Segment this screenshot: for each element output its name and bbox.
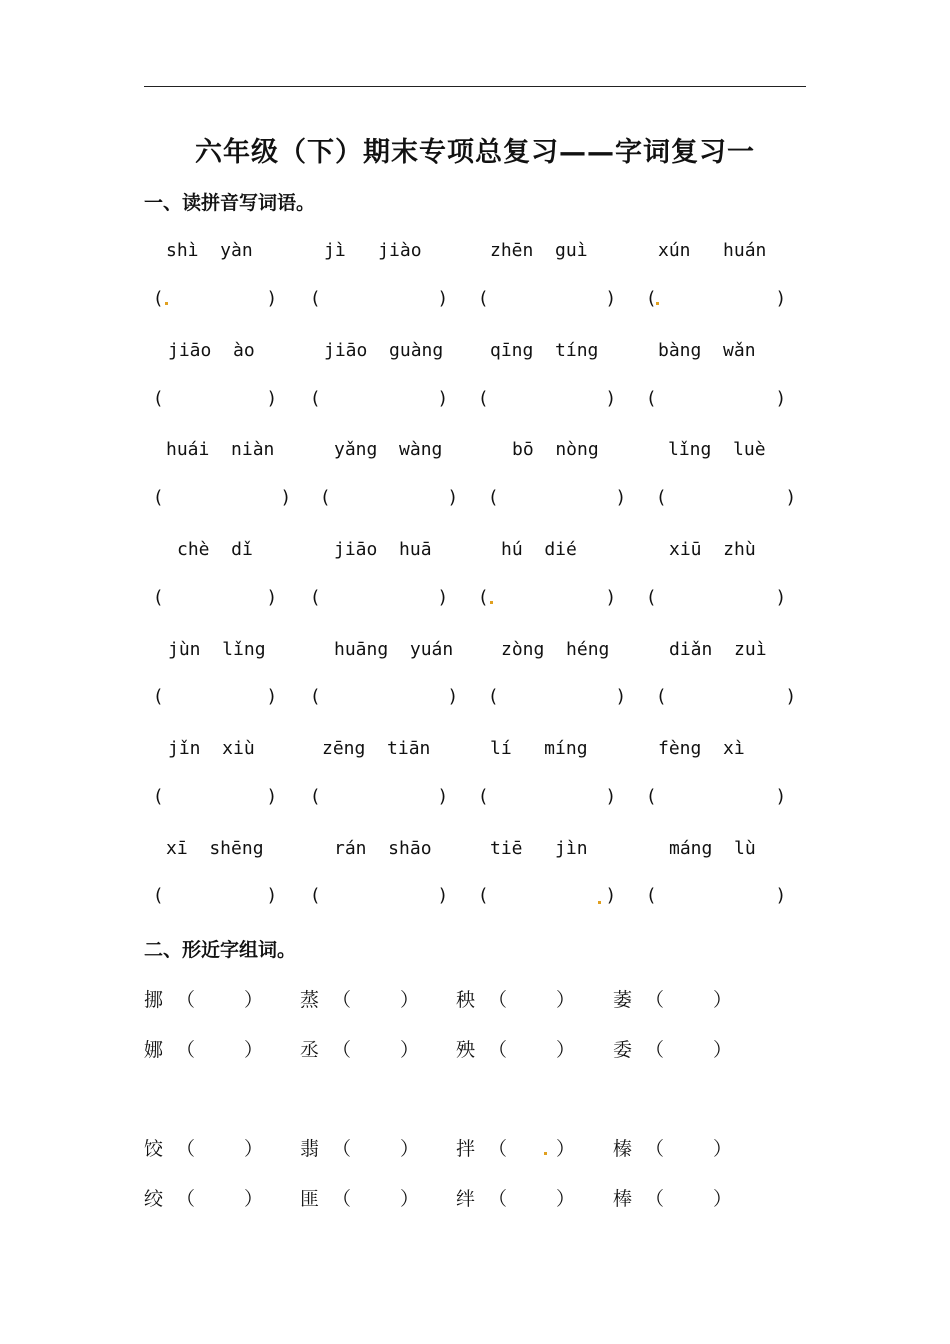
answer-blank: [155, 885, 275, 913]
close-paren: ): [606, 388, 614, 409]
close-paren: ）: [244, 1188, 264, 1210]
answer-field[interactable]: [350, 989, 394, 1011]
pinyin-word: qīng tíng: [490, 340, 599, 361]
answer-field[interactable]: [169, 392, 261, 412]
open-paren: (: [490, 487, 498, 508]
pinyin-word: zēng tiān: [322, 738, 431, 759]
answer-field[interactable]: [506, 1188, 550, 1210]
close-paren: ）: [556, 1138, 576, 1160]
pinyin-word: chè dǐ: [177, 539, 253, 560]
open-paren: （: [645, 1138, 665, 1160]
character: 饺: [144, 1138, 164, 1160]
answer-field[interactable]: [169, 889, 261, 909]
close-paren: ): [448, 686, 456, 707]
answer-blank: [155, 686, 275, 714]
answer-field[interactable]: [350, 1188, 394, 1210]
similar-char-item: [144, 1134, 264, 1164]
close-paren: ): [267, 686, 275, 707]
answer-field[interactable]: [326, 889, 432, 909]
close-paren: ): [438, 587, 446, 608]
open-paren: (: [648, 786, 656, 807]
character: 匪: [300, 1188, 320, 1210]
answer-blank: [312, 388, 446, 416]
answer-field[interactable]: [194, 1039, 238, 1061]
close-paren: ): [606, 885, 614, 906]
answer-field[interactable]: [504, 491, 610, 511]
answer-field[interactable]: [169, 491, 275, 511]
pinyin-word: jiāo huā: [334, 539, 432, 560]
character: 拌: [456, 1138, 476, 1160]
open-paren: (: [155, 786, 163, 807]
open-paren: (: [155, 487, 163, 508]
answer-field[interactable]: [494, 591, 600, 611]
answer-field[interactable]: [662, 790, 770, 810]
pinyin-word: bàng wǎn: [658, 340, 756, 361]
close-paren: ): [267, 388, 275, 409]
character: 娜: [144, 1039, 164, 1061]
answer-field[interactable]: [494, 889, 600, 909]
answer-field[interactable]: [662, 889, 770, 909]
answer-field[interactable]: [506, 1138, 550, 1160]
answer-row: [0, 288, 950, 316]
open-paren: (: [312, 587, 320, 608]
open-paren: (: [312, 388, 320, 409]
close-paren: ): [606, 786, 614, 807]
pinyin-word: huái niàn: [166, 439, 275, 460]
close-paren: ): [438, 288, 446, 309]
close-paren: ): [448, 487, 456, 508]
answer-blank: [648, 587, 784, 615]
pinyin-word: tiē jìn: [490, 838, 588, 859]
close-paren: ）: [556, 1188, 576, 1210]
close-paren: ): [267, 786, 275, 807]
answer-blank: [658, 487, 794, 515]
answer-row: [0, 587, 950, 615]
answer-field[interactable]: [672, 690, 780, 710]
pinyin-word: shì yàn: [166, 240, 253, 261]
pinyin-word: hú dié: [501, 539, 577, 560]
close-paren: ): [786, 487, 794, 508]
similar-char-item: [144, 1035, 264, 1065]
character: 萎: [613, 989, 633, 1011]
answer-field[interactable]: [663, 1039, 707, 1061]
close-paren: ）: [244, 989, 264, 1011]
open-paren: (: [490, 686, 498, 707]
similar-char-item: [456, 1134, 576, 1164]
pinyin-word: zòng héng: [501, 639, 610, 660]
pinyin-row: [0, 340, 950, 368]
pinyin-row: [0, 240, 950, 268]
open-paren: （: [488, 1138, 508, 1160]
character: 翡: [300, 1138, 320, 1160]
answer-field[interactable]: [662, 292, 770, 312]
close-paren: ）: [400, 1039, 420, 1061]
answer-field[interactable]: [194, 1188, 238, 1210]
pinyin-row: [0, 539, 950, 567]
close-paren: ): [776, 885, 784, 906]
pinyin-row: [0, 439, 950, 467]
pinyin-word: rán shāo: [334, 838, 432, 859]
highlight-mark: [656, 302, 659, 305]
close-paren: ): [267, 885, 275, 906]
close-paren: ）: [400, 1138, 420, 1160]
pinyin-word: lí míng: [490, 738, 588, 759]
open-paren: (: [312, 885, 320, 906]
open-paren: (: [312, 786, 320, 807]
close-paren: ）: [400, 1188, 420, 1210]
open-paren: (: [155, 388, 163, 409]
answer-field[interactable]: [169, 292, 261, 312]
pinyin-word: jiāo ào: [168, 340, 255, 361]
highlight-mark: [544, 1152, 547, 1155]
answer-blank: [648, 388, 784, 416]
open-paren: (: [480, 885, 488, 906]
similar-char-row: [0, 1035, 950, 1065]
open-paren: (: [322, 487, 330, 508]
open-paren: (: [155, 885, 163, 906]
answer-blank: [312, 885, 446, 913]
open-paren: (: [312, 288, 320, 309]
close-paren: ): [776, 288, 784, 309]
similar-char-item: [300, 1184, 420, 1214]
close-paren: ): [281, 487, 289, 508]
pinyin-word: jì jiào: [324, 240, 422, 261]
answer-blank: [312, 288, 446, 316]
pinyin-word: diǎn zuì: [669, 639, 767, 660]
answer-blank: [490, 686, 624, 714]
similar-char-item: [613, 1184, 733, 1214]
pinyin-word: xún huán: [658, 240, 767, 261]
open-paren: （: [645, 1188, 665, 1210]
answer-field[interactable]: [494, 790, 600, 810]
close-paren: ): [606, 288, 614, 309]
pinyin-word: lǐng luè: [668, 439, 766, 460]
similar-char-item: [456, 985, 576, 1015]
open-paren: (: [648, 288, 656, 309]
pinyin-word: xī shēng: [166, 838, 264, 859]
answer-blank: [480, 587, 614, 615]
answer-blank: [155, 487, 289, 515]
close-paren: ）: [400, 989, 420, 1011]
highlight-mark: [490, 601, 493, 604]
open-paren: (: [480, 288, 488, 309]
open-paren: （: [645, 1039, 665, 1061]
answer-field[interactable]: [326, 392, 432, 412]
answer-field[interactable]: [326, 790, 432, 810]
close-paren: ): [438, 388, 446, 409]
open-paren: (: [155, 288, 163, 309]
close-paren: ): [776, 587, 784, 608]
similar-char-item: [144, 985, 264, 1015]
similar-char-item: [300, 1035, 420, 1065]
close-paren: ）: [713, 989, 733, 1011]
pinyin-word: zhēn guì: [490, 240, 588, 261]
answer-blank: [658, 686, 794, 714]
close-paren: ): [267, 587, 275, 608]
character: 蒸: [300, 989, 320, 1011]
open-paren: (: [155, 587, 163, 608]
close-paren: ）: [556, 989, 576, 1011]
pinyin-word: yǎng wàng: [334, 439, 443, 460]
close-paren: ）: [713, 1188, 733, 1210]
top-rule: [144, 86, 806, 87]
answer-blank: [648, 786, 784, 814]
close-paren: ): [776, 786, 784, 807]
answer-row: [0, 786, 950, 814]
close-paren: ): [786, 686, 794, 707]
close-paren: ): [606, 587, 614, 608]
similar-char-row: [0, 1134, 950, 1164]
open-paren: (: [480, 388, 488, 409]
answer-blank: [480, 288, 614, 316]
open-paren: （: [176, 1039, 196, 1061]
open-paren: （: [488, 989, 508, 1011]
close-paren: ）: [713, 1039, 733, 1061]
pinyin-row: [0, 738, 950, 766]
open-paren: (: [658, 686, 666, 707]
close-paren: ）: [244, 1138, 264, 1160]
character: 殃: [456, 1039, 476, 1061]
answer-blank: [312, 686, 456, 714]
answer-field[interactable]: [494, 292, 600, 312]
open-paren: （: [488, 1039, 508, 1061]
answer-field[interactable]: [326, 690, 442, 710]
pinyin-word: máng lù: [669, 838, 756, 859]
answer-field[interactable]: [169, 790, 261, 810]
answer-field[interactable]: [663, 1138, 707, 1160]
close-paren: ）: [244, 1039, 264, 1061]
open-paren: (: [648, 885, 656, 906]
answer-blank: [155, 587, 275, 615]
answer-field[interactable]: [326, 292, 432, 312]
close-paren: ）: [556, 1039, 576, 1061]
answer-field[interactable]: [350, 1039, 394, 1061]
open-paren: （: [332, 1039, 352, 1061]
similar-char-row: [0, 985, 950, 1015]
character: 绞: [144, 1188, 164, 1210]
answer-field[interactable]: [326, 591, 432, 611]
close-paren: ): [616, 487, 624, 508]
character: 绊: [456, 1188, 476, 1210]
answer-field[interactable]: [350, 1138, 394, 1160]
answer-field[interactable]: [336, 491, 442, 511]
answer-field[interactable]: [194, 1138, 238, 1160]
answer-blank: [648, 885, 784, 913]
pinyin-word: xiū zhù: [669, 539, 756, 560]
answer-blank: [312, 587, 446, 615]
open-paren: （: [176, 1188, 196, 1210]
pinyin-word: huāng yuán: [334, 639, 454, 660]
close-paren: ): [616, 686, 624, 707]
open-paren: (: [658, 487, 666, 508]
close-paren: ): [438, 786, 446, 807]
open-paren: (: [480, 587, 488, 608]
open-paren: （: [176, 1138, 196, 1160]
page-title: 六年级（下）期末专项总复习——字词复习一: [195, 137, 755, 168]
close-paren: ): [267, 288, 275, 309]
open-paren: (: [648, 587, 656, 608]
open-paren: （: [176, 989, 196, 1011]
open-paren: (: [480, 786, 488, 807]
answer-field[interactable]: [506, 989, 550, 1011]
character: 棒: [613, 1188, 633, 1210]
answer-blank: [480, 786, 614, 814]
pinyin-word: fèng xì: [658, 738, 745, 759]
answer-row: [0, 487, 950, 515]
answer-row: [0, 686, 950, 714]
answer-blank: [155, 288, 275, 316]
answer-blank: [490, 487, 624, 515]
highlight-mark: [598, 901, 601, 904]
answer-field[interactable]: [662, 591, 770, 611]
character: 挪: [144, 989, 164, 1011]
answer-field[interactable]: [504, 690, 610, 710]
similar-char-item: [456, 1035, 576, 1065]
answer-row: [0, 885, 950, 913]
answer-blank: [312, 786, 446, 814]
similar-char-item: [456, 1184, 576, 1214]
similar-char-item: [613, 985, 733, 1015]
pinyin-row: [0, 838, 950, 866]
answer-blank: [480, 885, 614, 913]
answer-field[interactable]: [169, 591, 261, 611]
similar-char-row: [0, 1184, 950, 1214]
open-paren: (: [648, 388, 656, 409]
answer-field[interactable]: [662, 392, 770, 412]
open-paren: （: [332, 1188, 352, 1210]
answer-blank: [648, 288, 784, 316]
answer-blank: [480, 388, 614, 416]
close-paren: ): [776, 388, 784, 409]
answer-field[interactable]: [663, 989, 707, 1011]
similar-char-item: [613, 1035, 733, 1065]
answer-blank: [155, 388, 275, 416]
similar-char-item: [300, 1134, 420, 1164]
answer-blank: [155, 786, 275, 814]
open-paren: （: [645, 989, 665, 1011]
close-paren: ）: [713, 1138, 733, 1160]
similar-char-item: [613, 1134, 733, 1164]
answer-field[interactable]: [494, 392, 600, 412]
pinyin-word: jùn lǐng: [168, 639, 266, 660]
answer-field[interactable]: [194, 989, 238, 1011]
answer-field[interactable]: [506, 1039, 550, 1061]
section1-heading: 一、读拼音写词语。: [144, 192, 316, 214]
highlight-mark: [165, 302, 168, 305]
open-paren: (: [155, 686, 163, 707]
character: 榛: [613, 1138, 633, 1160]
open-paren: （: [332, 1138, 352, 1160]
section2-heading: 二、形近字组词。: [144, 939, 297, 961]
similar-char-item: [144, 1184, 264, 1214]
answer-field[interactable]: [169, 690, 261, 710]
pinyin-word: bō nòng: [512, 439, 599, 460]
open-paren: (: [312, 686, 320, 707]
answer-field[interactable]: [672, 491, 780, 511]
similar-char-item: [300, 985, 420, 1015]
character: 秧: [456, 989, 476, 1011]
answer-blank: [322, 487, 456, 515]
open-paren: （: [488, 1188, 508, 1210]
pinyin-word: jiāo guàng: [324, 340, 444, 361]
answer-row: [0, 388, 950, 416]
open-paren: （: [332, 989, 352, 1011]
close-paren: ): [438, 885, 446, 906]
pinyin-word: jǐn xiù: [168, 738, 255, 759]
character: 丞: [300, 1039, 320, 1061]
answer-field[interactable]: [663, 1188, 707, 1210]
character: 委: [613, 1039, 633, 1061]
pinyin-row: [0, 639, 950, 667]
